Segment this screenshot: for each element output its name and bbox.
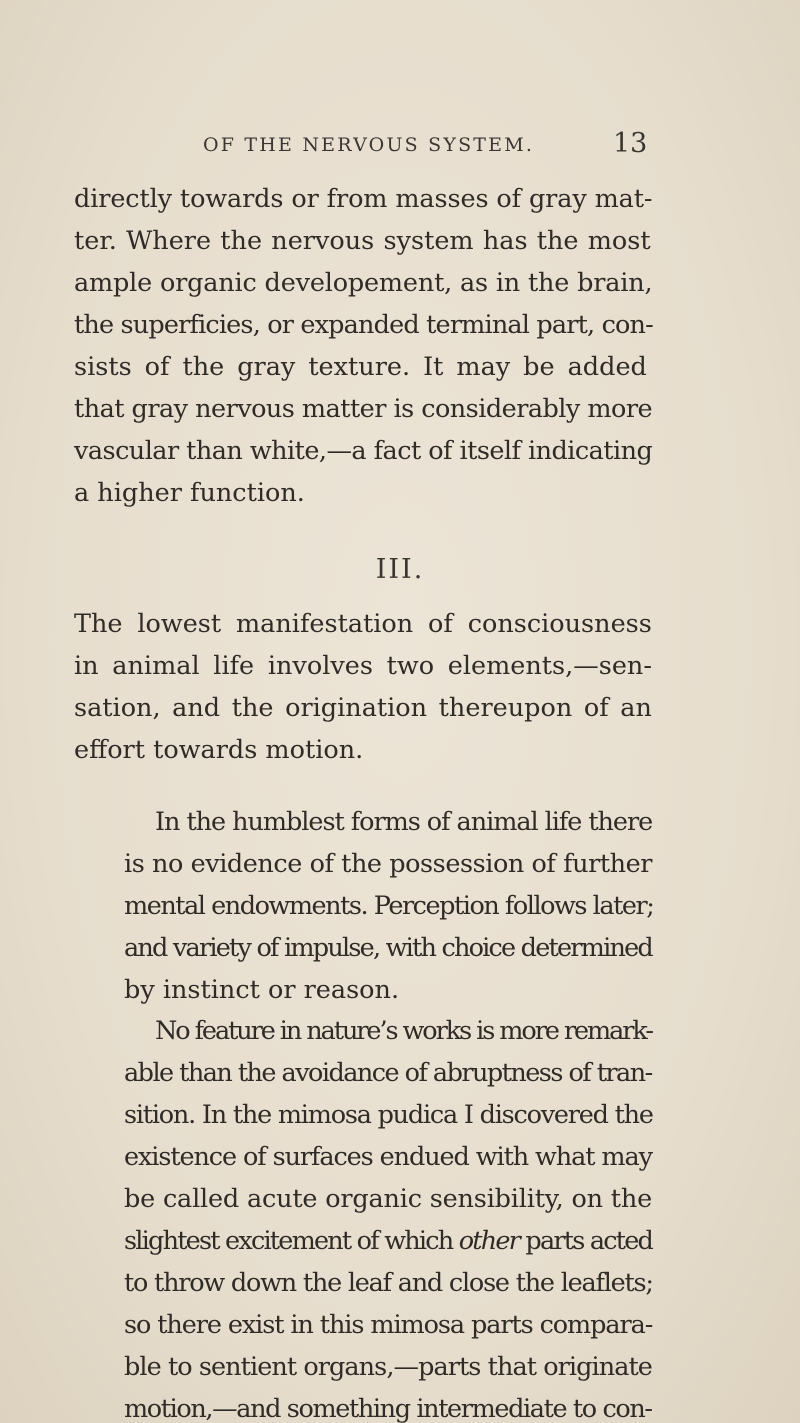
text-line: be called acute organic sensibility, on the: [124, 1184, 652, 1214]
text-line: mental endowments. Perception follows later;: [124, 891, 654, 921]
text-line: a higher function.: [74, 478, 305, 508]
running-head: OF THE NERVOUS SYSTEM.: [203, 134, 535, 156]
text-line: to throw down the leaf and close the leaflets;: [124, 1268, 653, 1298]
text-line: the superficies, or expanded terminal part, con-: [74, 310, 653, 340]
text-run: parts acted: [519, 1226, 653, 1256]
text-line: In the humblest forms of animal life there: [155, 807, 653, 837]
italic-word: other: [458, 1226, 520, 1256]
text-line: in animal life involves two elements,—sen-: [74, 651, 652, 681]
text-line: that gray nervous matter is considerably more: [74, 394, 653, 424]
text-line: sists of the gray texture. It may be added: [74, 352, 647, 382]
text-line: able than the avoidance of abruptness of tran-: [124, 1058, 652, 1088]
text-line: ble to sentient organs,—parts that originate: [124, 1352, 652, 1382]
text-line: No feature in nature’s works is more remark-: [155, 1016, 652, 1046]
page-header: [0, 128, 800, 164]
text-line: effort towards motion.: [74, 735, 364, 765]
text-line: ter. Where the nervous system has the most: [74, 226, 651, 256]
section-numeral: III.: [375, 554, 425, 585]
text-line: sation, and the origination thereupon of an: [74, 693, 652, 723]
text-line: The lowest manifestation of consciousness: [74, 609, 652, 639]
text-line: sition. In the mimosa pudica I discovered the: [124, 1100, 653, 1130]
text-line: vascular than white,—a fact of itself indicating: [74, 436, 653, 466]
text-line: directly towards or from masses of gray mat-: [74, 184, 653, 214]
text-line: is no evidence of the possession of further: [124, 849, 653, 879]
text-line: so there exist in this mimosa parts compara-: [124, 1310, 653, 1340]
text-run: slightest excitement of which: [124, 1226, 459, 1256]
page-number: 13: [613, 128, 648, 159]
text-line: [124, 1226, 653, 1256]
text-line: ample organic developement, as in the brain,: [74, 268, 653, 298]
text-line: motion,—and something intermediate to con-: [124, 1394, 652, 1423]
text-line: existence of surfaces endued with what may: [124, 1142, 652, 1172]
text-line: and variety of impulse, with choice determined: [124, 933, 652, 963]
text-line: by instinct or reason.: [124, 975, 400, 1005]
